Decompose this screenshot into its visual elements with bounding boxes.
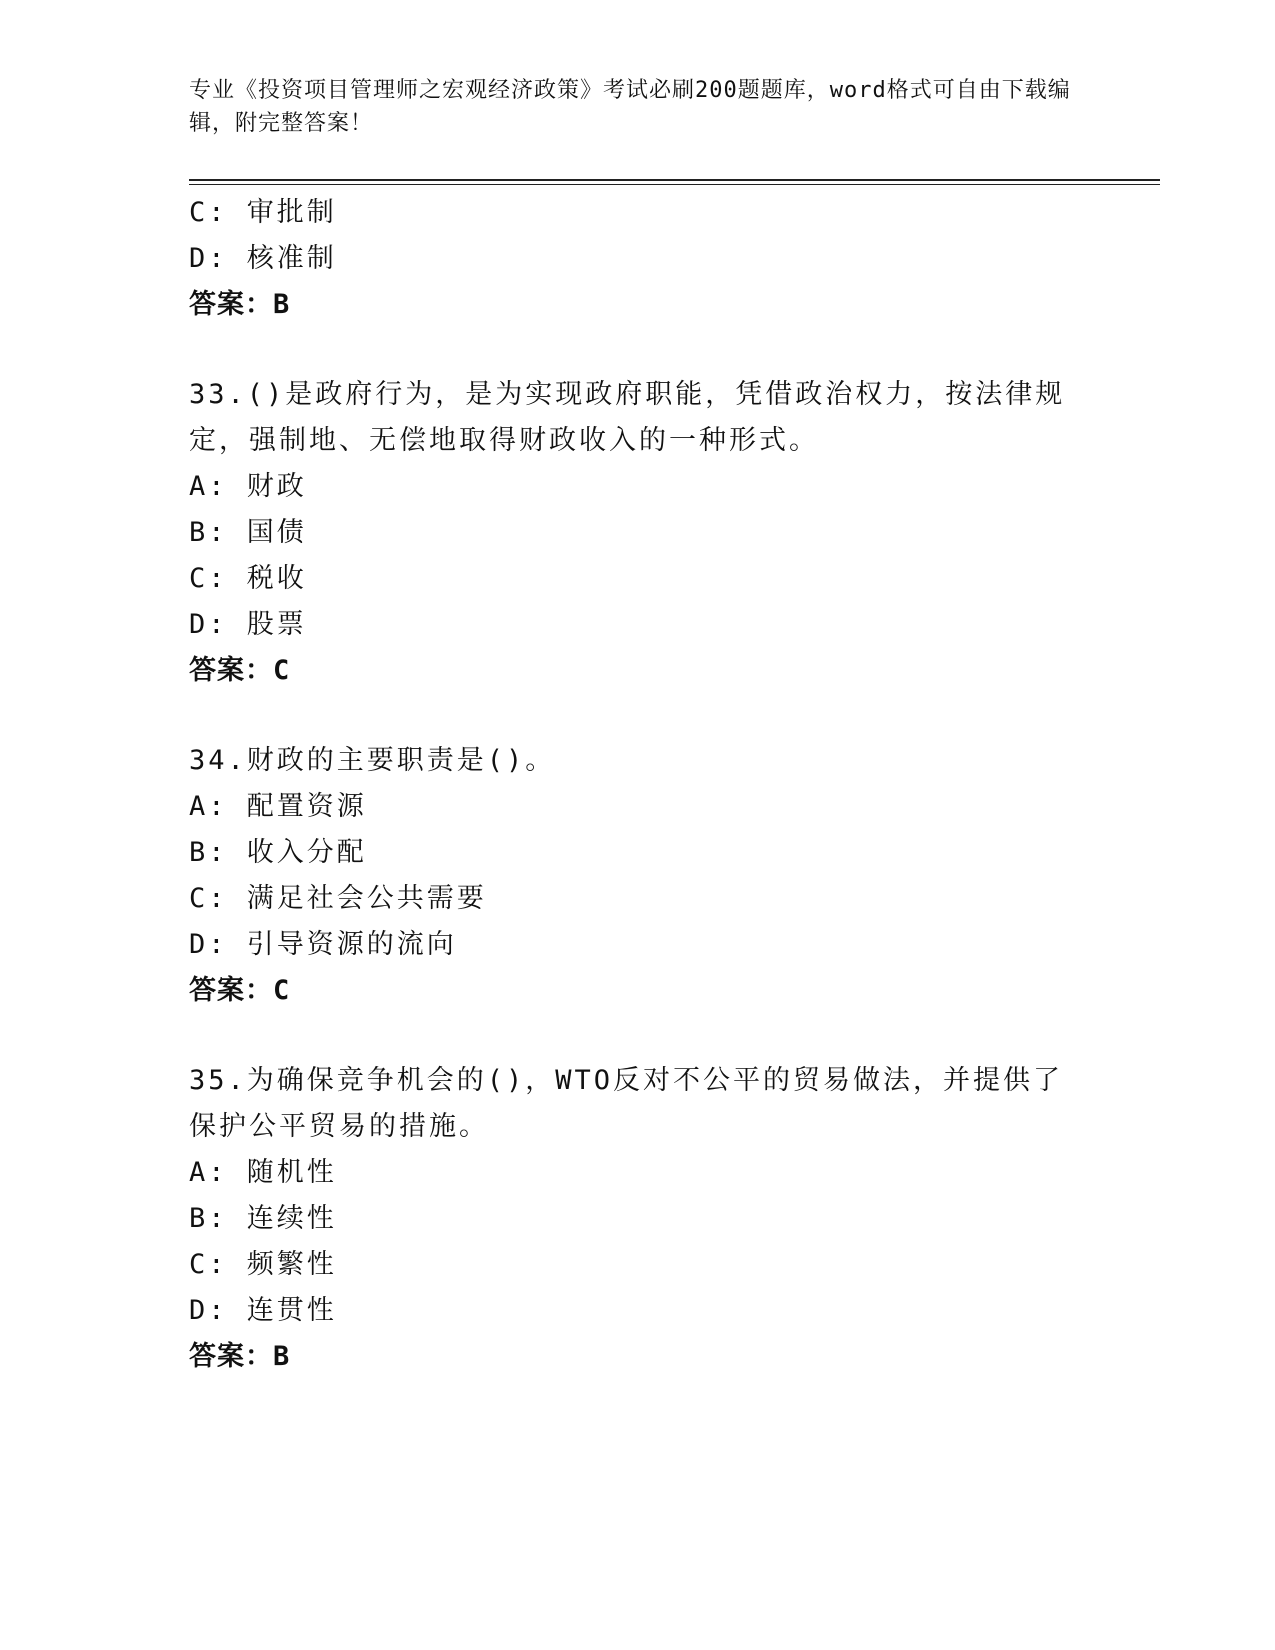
answer-line: 答案：C bbox=[189, 975, 291, 1006]
option-c: C: 审批制 bbox=[189, 197, 337, 228]
answer-line: 答案：B bbox=[189, 289, 291, 320]
option-d: D: 连贯性 bbox=[189, 1295, 337, 1326]
question-35 bbox=[189, 1058, 1089, 1380]
question-stem: 33.()是政府行为，是为实现政府职能，凭借政治权力，按法律规定，强制地、无偿地取得财政收入的一种形式。 bbox=[189, 379, 1066, 456]
carryover-block bbox=[189, 190, 1089, 328]
option-d: D: 核准制 bbox=[189, 243, 337, 274]
question-stem: 35.为确保竞争机会的()，WTO反对不公平的贸易做法，并提供了保护公平贸易的措施。 bbox=[189, 1065, 1064, 1142]
question-33 bbox=[189, 372, 1089, 694]
question-34 bbox=[189, 738, 1089, 1014]
answer-line: 答案：B bbox=[189, 1341, 291, 1372]
option-c: C: 满足社会公共需要 bbox=[189, 883, 487, 914]
question-list bbox=[189, 190, 1089, 1380]
option-d: D: 引导资源的流向 bbox=[189, 929, 457, 960]
option-a: A: 随机性 bbox=[189, 1157, 337, 1188]
question-stem: 34.财政的主要职责是()。 bbox=[189, 745, 556, 776]
option-b: B: 连续性 bbox=[189, 1203, 337, 1234]
page-header: 专业《投资项目管理师之宏观经济政策》考试必刷200题题库，word格式可自由下载编辑，附完整答案！ bbox=[189, 78, 1071, 136]
header-rule-thin bbox=[189, 184, 1160, 185]
option-a: A: 财政 bbox=[189, 471, 307, 502]
option-b: B: 收入分配 bbox=[189, 837, 367, 868]
option-c: C: 频繁性 bbox=[189, 1249, 337, 1280]
option-b: B: 国债 bbox=[189, 517, 307, 548]
answer-line: 答案：C bbox=[189, 655, 291, 686]
option-a: A: 配置资源 bbox=[189, 791, 367, 822]
option-d: D: 股票 bbox=[189, 609, 307, 640]
option-c: C: 税收 bbox=[189, 563, 307, 594]
header-rule-thick bbox=[189, 179, 1160, 181]
